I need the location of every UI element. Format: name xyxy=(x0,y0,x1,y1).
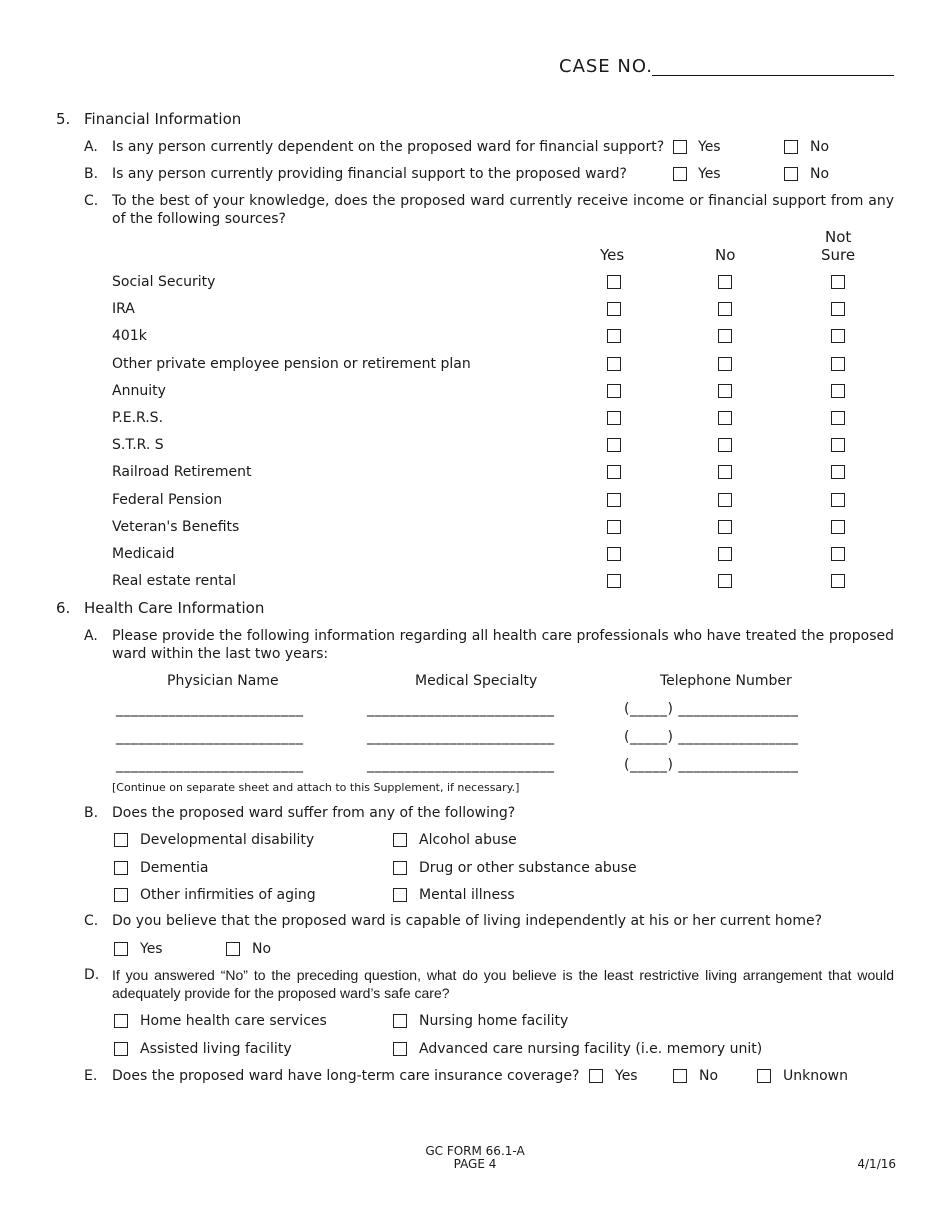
option-label: Nursing home facility xyxy=(419,1013,569,1029)
source-not-sure-checkbox[interactable] xyxy=(831,465,845,479)
assisted-living-checkbox[interactable] xyxy=(114,1042,128,1056)
source-no-checkbox[interactable] xyxy=(718,329,732,343)
mental-illness-checkbox[interactable] xyxy=(393,888,407,902)
telephone-field[interactable]: (_____) ________________ xyxy=(624,757,799,773)
option-label: Alcohol abuse xyxy=(419,832,517,848)
q6c-yes-checkbox[interactable] xyxy=(114,942,128,956)
q5a-yes-label: Yes xyxy=(698,139,721,155)
q5c-col-yes: Yes xyxy=(600,246,625,264)
telephone-field[interactable]: (_____) ________________ xyxy=(624,701,799,717)
dementia-checkbox[interactable] xyxy=(114,861,128,875)
source-label: Social Security xyxy=(112,274,216,290)
source-not-sure-checkbox[interactable] xyxy=(831,302,845,316)
source-no-checkbox[interactable] xyxy=(718,275,732,289)
substance-abuse-checkbox[interactable] xyxy=(393,861,407,875)
source-no-checkbox[interactable] xyxy=(718,520,732,534)
q6c-text: Do you believe that the proposed ward is capable of living independently at his or her current home? xyxy=(112,913,823,929)
q6e-no-checkbox[interactable] xyxy=(673,1069,687,1083)
source-not-sure-checkbox[interactable] xyxy=(831,574,845,588)
source-not-sure-checkbox[interactable] xyxy=(831,384,845,398)
q5b-no-label: No xyxy=(810,166,830,182)
source-no-checkbox[interactable] xyxy=(718,547,732,561)
footer-page: PAGE 4 xyxy=(453,1157,497,1171)
source-yes-checkbox[interactable] xyxy=(607,411,621,425)
q6a-letter: A. xyxy=(84,628,98,644)
case-no-field[interactable] xyxy=(652,75,894,76)
q6d-text: If you answered “No” to the preceding question, what do you believe is the least restrictive living arrangement that would adequately provide for the proposed ward’s safe care? xyxy=(112,967,894,1001)
q5b-text: Is any person currently providing financial support to the proposed ward? xyxy=(112,166,627,182)
source-no-checkbox[interactable] xyxy=(718,574,732,588)
physician-name-field[interactable]: _________________________ xyxy=(116,729,304,745)
source-not-sure-checkbox[interactable] xyxy=(831,547,845,561)
telephone-field[interactable]: (_____) ________________ xyxy=(624,729,799,745)
q6e-unknown-label: Unknown xyxy=(783,1068,848,1084)
physician-name-field[interactable]: _________________________ xyxy=(116,701,304,717)
col-physician-name: Physician Name xyxy=(167,673,279,689)
source-not-sure-checkbox[interactable] xyxy=(831,357,845,371)
source-yes-checkbox[interactable] xyxy=(607,574,621,588)
q6c-letter: C. xyxy=(84,913,99,929)
option-label: Home health care services xyxy=(140,1013,327,1029)
q5b-letter: B. xyxy=(84,166,99,182)
source-not-sure-checkbox[interactable] xyxy=(831,493,845,507)
q5a-letter: A. xyxy=(84,139,98,155)
specialty-field[interactable]: _________________________ xyxy=(367,757,555,773)
nursing-home-checkbox[interactable] xyxy=(393,1014,407,1028)
q5b-yes-label: Yes xyxy=(698,166,721,182)
source-label: 401k xyxy=(112,328,147,344)
q5b-yes-checkbox[interactable] xyxy=(673,167,687,181)
q6b-text: Does the proposed ward suffer from any of the following? xyxy=(112,805,516,821)
source-yes-checkbox[interactable] xyxy=(607,275,621,289)
source-label: Railroad Retirement xyxy=(112,464,252,480)
source-label: Medicaid xyxy=(112,546,175,562)
source-label: Federal Pension xyxy=(112,492,223,508)
source-yes-checkbox[interactable] xyxy=(607,357,621,371)
section5-number: 5. xyxy=(56,110,71,128)
q6e-text: Does the proposed ward have long-term care insurance coverage? xyxy=(112,1068,580,1084)
q5a-no-label: No xyxy=(810,139,830,155)
option-label: Assisted living facility xyxy=(140,1041,292,1057)
source-yes-checkbox[interactable] xyxy=(607,547,621,561)
q6e-letter: E. xyxy=(84,1068,98,1084)
q5a-no-checkbox[interactable] xyxy=(784,140,798,154)
physician-name-field[interactable]: _________________________ xyxy=(116,757,304,773)
source-no-checkbox[interactable] xyxy=(718,411,732,425)
q5a-text: Is any person currently dependent on the proposed ward for financial support? xyxy=(112,139,665,155)
q6b-letter: B. xyxy=(84,805,99,821)
q5c-col-notsure-line2: Sure xyxy=(821,246,856,264)
section5-title: Financial Information xyxy=(84,110,242,128)
q6e-no-label: No xyxy=(699,1068,719,1084)
q6c-no-label: No xyxy=(252,941,272,957)
q5c-col-no: No xyxy=(715,246,736,264)
col-telephone-number: Telephone Number xyxy=(660,673,792,689)
option-label: Advanced care nursing facility (i.e. memory unit) xyxy=(419,1041,763,1057)
infirmities-of-aging-checkbox[interactable] xyxy=(114,888,128,902)
case-no-label: CASE NO. xyxy=(559,56,654,77)
specialty-field[interactable]: _________________________ xyxy=(367,729,555,745)
source-no-checkbox[interactable] xyxy=(718,357,732,371)
source-not-sure-checkbox[interactable] xyxy=(831,520,845,534)
footer-form: GC FORM 66.1-A xyxy=(425,1144,525,1158)
footer-date: 4/1/16 xyxy=(857,1157,896,1171)
source-no-checkbox[interactable] xyxy=(718,302,732,316)
q5c-text: To the best of your knowledge, does the proposed ward currently receive income or financial support from any of the following sources? xyxy=(112,193,894,227)
source-yes-checkbox[interactable] xyxy=(607,520,621,534)
source-yes-checkbox[interactable] xyxy=(607,384,621,398)
q6c-no-checkbox[interactable] xyxy=(226,942,240,956)
source-label: IRA xyxy=(112,301,135,317)
specialty-field[interactable]: _________________________ xyxy=(367,701,555,717)
q5c-col-notsure-line1: Not xyxy=(825,228,852,246)
source-not-sure-checkbox[interactable] xyxy=(831,329,845,343)
source-not-sure-checkbox[interactable] xyxy=(831,411,845,425)
col-medical-specialty: Medical Specialty xyxy=(415,673,538,689)
source-no-checkbox[interactable] xyxy=(718,438,732,452)
source-yes-checkbox[interactable] xyxy=(607,329,621,343)
source-yes-checkbox[interactable] xyxy=(607,302,621,316)
advanced-care-checkbox[interactable] xyxy=(393,1042,407,1056)
source-no-checkbox[interactable] xyxy=(718,465,732,479)
developmental-disability-checkbox[interactable] xyxy=(114,833,128,847)
q6e-yes-label: Yes xyxy=(615,1068,638,1084)
continue-note: [Continue on separate sheet and attach to this Supplement, if necessary.] xyxy=(112,781,520,794)
q5c-letter: C. xyxy=(84,193,99,209)
q6e-unknown-checkbox[interactable] xyxy=(757,1069,771,1083)
q6a-text: Please provide the following information regarding all health care professionals who have treated the proposed ward within the last two years: xyxy=(112,628,894,662)
option-label: Other infirmities of aging xyxy=(140,887,316,903)
source-label: S.T.R. S xyxy=(112,437,164,453)
source-label: Annuity xyxy=(112,383,166,399)
q6e-yes-checkbox[interactable] xyxy=(589,1069,603,1083)
q5a-yes-checkbox[interactable] xyxy=(673,140,687,154)
option-label: Mental illness xyxy=(419,887,515,903)
source-not-sure-checkbox[interactable] xyxy=(831,438,845,452)
source-label: Other private employee pension or retirement plan xyxy=(112,356,471,372)
alcohol-abuse-checkbox[interactable] xyxy=(393,833,407,847)
option-label: Developmental disability xyxy=(140,832,315,848)
source-no-checkbox[interactable] xyxy=(718,384,732,398)
section6-number: 6. xyxy=(56,599,71,617)
option-label: Drug or other substance abuse xyxy=(419,860,637,876)
source-label: Veteran's Benefits xyxy=(112,519,240,535)
source-not-sure-checkbox[interactable] xyxy=(831,275,845,289)
q6d-letter: D. xyxy=(84,967,100,983)
source-label: P.E.R.S. xyxy=(112,410,164,426)
section6-title: Health Care Information xyxy=(84,599,265,617)
source-label: Real estate rental xyxy=(112,573,237,589)
home-health-care-checkbox[interactable] xyxy=(114,1014,128,1028)
source-yes-checkbox[interactable] xyxy=(607,438,621,452)
q5b-no-checkbox[interactable] xyxy=(784,167,798,181)
source-yes-checkbox[interactable] xyxy=(607,465,621,479)
source-no-checkbox[interactable] xyxy=(718,493,732,507)
option-label: Dementia xyxy=(140,860,209,876)
q6c-yes-label: Yes xyxy=(140,941,163,957)
source-yes-checkbox[interactable] xyxy=(607,493,621,507)
